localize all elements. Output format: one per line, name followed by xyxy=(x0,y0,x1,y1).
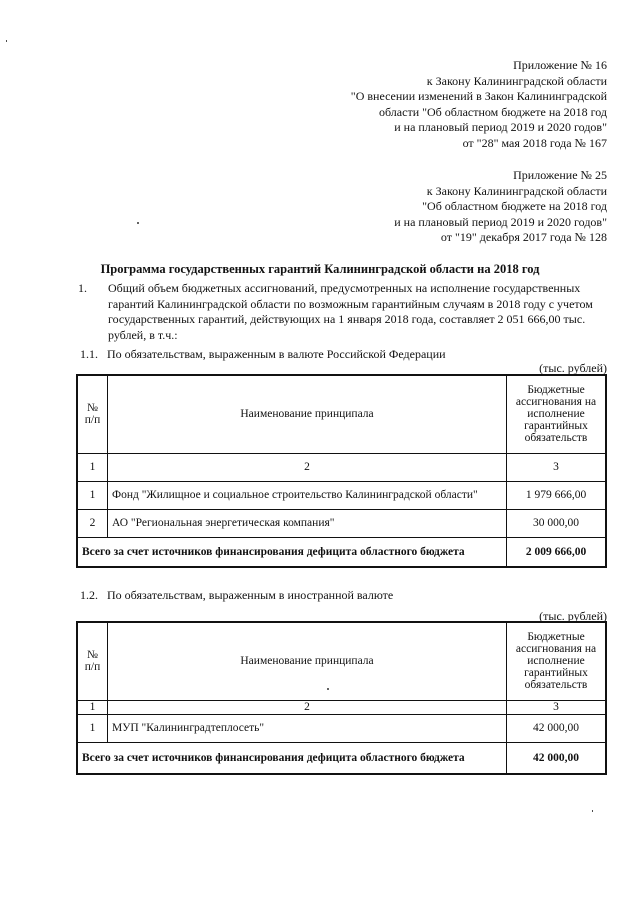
total-amount: 42 000,00 xyxy=(507,742,607,774)
principal-name: МУП "Калининградтеплосеть" xyxy=(108,714,507,742)
amount: 42 000,00 xyxy=(507,714,607,742)
scan-speck xyxy=(6,40,7,42)
header-line: к Закону Калининградской области xyxy=(426,73,607,88)
col-number-header: № п/п xyxy=(77,375,108,453)
col-principal-header: Наименование принципала xyxy=(108,375,507,453)
col-index: 2 xyxy=(108,453,507,481)
guarantees-table-foreign xyxy=(76,621,607,775)
col-principal-header: Наименование принципала xyxy=(108,622,507,700)
header-line: и на плановый период 2019 и 2020 годов" xyxy=(394,120,607,134)
units-label: (тыс. рублей) xyxy=(539,361,607,375)
table-header-row xyxy=(77,622,606,700)
section-1-1 xyxy=(80,347,446,362)
appendix-25-header xyxy=(394,168,607,246)
column-index-row xyxy=(77,453,606,481)
scan-speck xyxy=(137,222,139,224)
col-index: 1 xyxy=(77,453,108,481)
appendix-16-header xyxy=(351,58,607,151)
total-row xyxy=(77,742,606,774)
header-line: области "Об областном бюджете на 2018 год xyxy=(379,104,607,119)
section-title: По обязательствам, выраженным в иностранной валюте xyxy=(107,588,394,602)
document-title: Программа государственных гарантий Калининградской области на 2018 год xyxy=(100,262,540,276)
total-label: Всего за счет источников финансирования дефицита областного бюджета xyxy=(77,537,507,567)
col-index: 2 xyxy=(108,700,507,714)
table-header-row xyxy=(77,375,606,453)
principal-name: АО "Региональная энергетическая компания" xyxy=(108,509,507,537)
scan-speck xyxy=(327,688,329,690)
row-number: 2 xyxy=(77,509,108,537)
col-number-header: № п/п xyxy=(77,622,108,700)
units-label: (тыс. рублей) xyxy=(539,609,607,623)
header-line: от "19" декабря 2017 года № 128 xyxy=(440,230,607,244)
guarantees-table-rub xyxy=(76,374,607,568)
header-line: и на плановый период 2019 и 2020 годов" xyxy=(394,214,607,229)
principal-name: Фонд "Жилищное и социальное строительство Калининградской области" xyxy=(108,481,507,509)
col-amount-header: Бюджетные ассигнования на исполнение гарантийных обязательств xyxy=(507,622,607,700)
row-number: 1 xyxy=(77,714,108,742)
header-line: Приложение № 25 xyxy=(513,168,607,182)
total-row xyxy=(77,537,606,567)
scan-speck xyxy=(592,810,593,812)
header-line: "О внесении изменений в Закон Калининградской xyxy=(350,89,607,103)
header-line: "Об областном бюджете на 2018 год xyxy=(422,199,607,213)
section-number: 1.1. xyxy=(80,347,98,361)
header-line: от "28" мая 2018 года № 167 xyxy=(462,135,607,150)
total-label: Всего за счет источников финансирования дефицита областного бюджета xyxy=(77,742,507,774)
amount: 30 000,00 xyxy=(507,509,607,537)
col-index: 3 xyxy=(507,700,607,714)
total-amount: 2 009 666,00 xyxy=(507,537,607,567)
header-line: к Закону Калининградской области xyxy=(426,183,607,198)
col-index: 1 xyxy=(77,700,108,714)
column-index-row xyxy=(77,700,606,714)
section-title: По обязательствам, выраженным в валюте Российской Федерации xyxy=(107,347,446,361)
paragraph-number: 1. xyxy=(78,281,87,295)
paragraph-text: Общий объем бюджетных ассигнований, предусмотренных на исполнение государственных гарантий Калининградской области по возможным гарантийным случаям в 2018 году с учетом государственных гарантий, действующих на 1 января 2018 года, составляет 2 051 666,00 тыс. рублей, в т.ч.: xyxy=(108,281,593,342)
col-index: 3 xyxy=(507,453,607,481)
section-number: 1.2. xyxy=(80,588,98,602)
amount: 1 979 666,00 xyxy=(507,481,607,509)
header-line: Приложение № 16 xyxy=(513,58,607,72)
table-row xyxy=(77,714,606,742)
table-row xyxy=(77,509,606,537)
paragraph-1 xyxy=(78,281,598,343)
table-row xyxy=(77,481,606,509)
section-1-2 xyxy=(80,588,393,603)
col-amount-header: Бюджетные ассигнования на исполнение гарантийных обязательств xyxy=(507,375,607,453)
row-number: 1 xyxy=(77,481,108,509)
